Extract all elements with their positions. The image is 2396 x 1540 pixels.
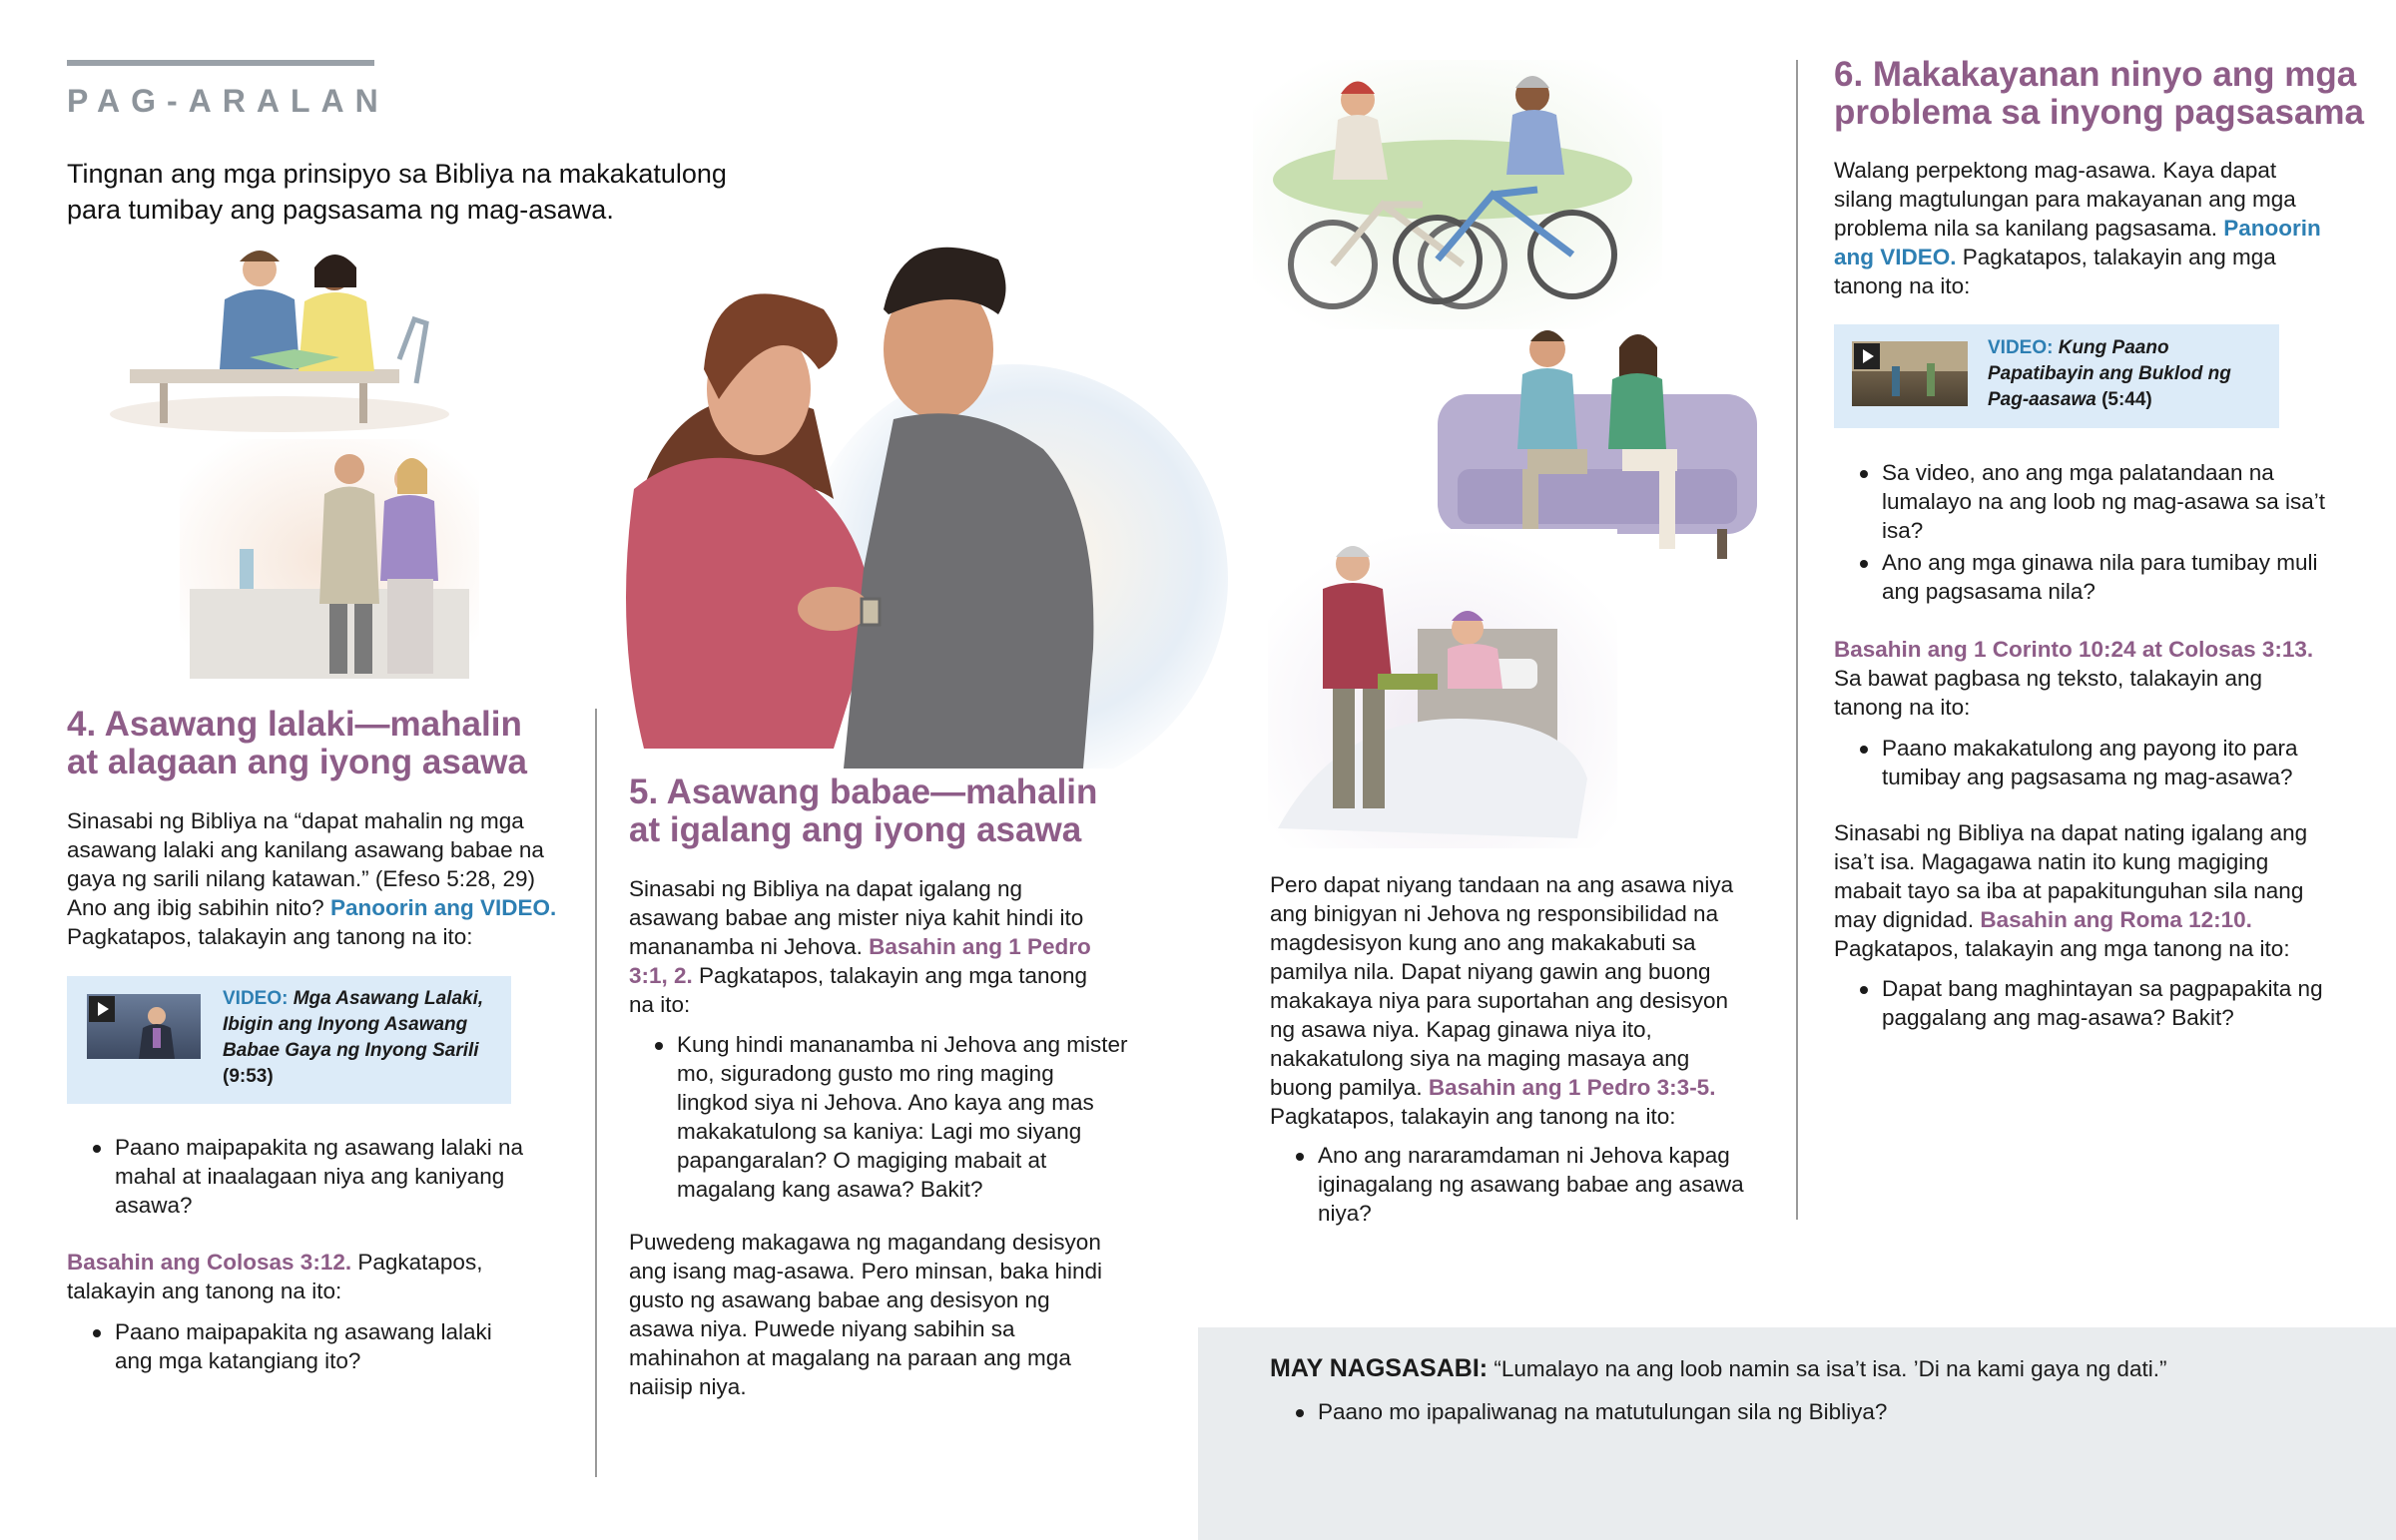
section5b-paragraph — [1270, 870, 1757, 1131]
section4-read-paragraph — [67, 1248, 526, 1305]
section5-heading — [629, 773, 1168, 849]
section5-paragraph-text: Sinasabi ng Bibliya na dapat igalang ng asawang babae ang mister niya kahit hindi ito mananamba ni Jehova. — [629, 876, 1084, 959]
section5b-scripture-link[interactable]: Basahin ang 1 Pedro 3:3-5. — [1428, 1075, 1716, 1100]
section4-video-thumbnail[interactable] — [87, 994, 201, 1059]
section4-question-list-1 — [67, 1133, 556, 1223]
section5b-question-1: Ano ang nararamdaman ni Jehova kapag iginagalang ng asawang babae ang asawa niya? — [1270, 1141, 1769, 1228]
section4-question-list-2 — [67, 1317, 526, 1378]
section6-question-list-1 — [1834, 458, 2343, 609]
section6-video-duration: (5:44) — [2101, 389, 2152, 410]
section6-question-3: Paano makakatulong ang payong ito para tumibay ang pagsasama ng mag-asawa? — [1834, 734, 2343, 791]
section4-question-2: Paano maipapakita ng asawang lalaki ang mga katangiang ito? — [67, 1317, 526, 1375]
section6-heading — [1834, 56, 2373, 132]
section6-paragraph — [1834, 156, 2333, 300]
section6-video-text — [1988, 335, 2247, 413]
play-icon[interactable] — [89, 996, 115, 1022]
section4-question-1: Paano maipapakita ng asawang lalaki na mahal at inaalagaan niya ang kaniyang asawa? — [67, 1133, 556, 1220]
section4-read-after: Pagkatapos, talakayin ang tanong na ito: — [67, 1250, 483, 1303]
someone-says-quote: “Lumalayo na ang loob namin sa isa’t isa. ’Di na kami gaya ng dati.” — [1488, 1356, 2167, 1381]
section5-paragraph — [629, 874, 1118, 1019]
section6-scripture-link[interactable]: Basahin ang 1 Corinto 10:24 at Colosas 3:13. — [1834, 637, 2314, 662]
someone-says-question-list — [1270, 1397, 2268, 1429]
section6-heading-line1: 6. Makakayanan ninyo ang mga — [1834, 55, 2357, 94]
section4-video-text — [223, 986, 492, 1090]
section5-scripture-link[interactable]: Basahin ang 1 Pedro 3:1, 2. — [629, 934, 1091, 988]
section4-video-link[interactable]: Panoorin ang VIDEO. — [329, 895, 557, 920]
column-divider-1 — [595, 709, 597, 1477]
section6-video-title[interactable]: Kung Paano Papatibayin ang Buklod ng Pag-aasawa — [1988, 337, 2231, 410]
section6-question-2: Ano ang mga ginawa nila para tumibay muli ang pagsasama nila? — [1834, 548, 2343, 606]
caregiving-illustration — [1268, 529, 1617, 848]
section6-heading-line2: problema sa inyong pagsasama — [1834, 93, 2365, 132]
header-rule — [67, 60, 374, 66]
couple-embrace-illustration — [594, 190, 1233, 769]
section4-scripture-link[interactable]: Basahin ang Colosas 3:12. — [67, 1250, 352, 1275]
someone-says-box — [1198, 1327, 2396, 1540]
section6-paragraph3-text: Sinasabi ng Bibliya na dapat nating igalang ang isa’t isa. Magagawa natin ito kung magiging mabait tayo sa iba at papakitunguhan sila nang may dignidad. — [1834, 820, 2308, 932]
section5-heading-line2: at igalang ang iyong asawa — [629, 810, 1082, 849]
section6-scripture-link-2[interactable]: Basahin ang Roma 12:10. — [1980, 907, 2252, 932]
cycling-couple-illustration — [1253, 60, 1662, 329]
someone-says-line — [1270, 1353, 2368, 1384]
section5-paragraph-2: Puwedeng makagawa ng magandang desisyon ang isang mag-asawa. Pero minsan, baka hindi gusto ng asawang babae ang desisyon ng asawa niya. Puwede niyang sabihin sa mahinahon at magalang na paraan ang mga naiisip niya. — [629, 1230, 1103, 1399]
play-icon[interactable] — [1854, 343, 1880, 369]
section6-paragraph-text: Walang perpektong mag-asawa. Kaya dapat silang magtulungan para makayanan ang mga problema nila sa kanilang pagsasama. — [1834, 158, 2296, 241]
section4-video-card[interactable] — [67, 976, 511, 1104]
section6-read-after: Sa bawat pagbasa ng teksto, talakayin ang tanong na ito: — [1834, 666, 2263, 720]
section-label: PAG-ARALAN — [67, 83, 389, 119]
section4-video-title[interactable]: Mga Asawang Lalaki, Ibigin ang Inyong Asawang Babae Gaya ng Inyong Sarili — [223, 988, 484, 1061]
section6-paragraph3-after: Pagkatapos, talakayin ang mga tanong na ito: — [1834, 936, 2290, 961]
section6-question-4: Dapat bang maghintayan sa pagpapakita ng paggalang ang mag-asawa? Bakit? — [1834, 974, 2343, 1032]
section6-read-paragraph — [1834, 635, 2333, 722]
someone-says-label: MAY NAGSASABI: — [1270, 1354, 1489, 1382]
section4-paragraph — [67, 806, 566, 951]
section4-heading-line2: at alagaan ang iyong asawa — [67, 743, 527, 781]
section5-question-1: Kung hindi mananamba ni Jehova ang mister mo, siguradong gusto mo ring maging lingkod siya ni Jehova. Ano kaya ang mas makakatulong sa kaniya: Lagi mo siyang papangaralan? O magiging mabait at magalang kang asawa? Bakit? — [629, 1030, 1128, 1204]
section4-heading-line1: 4. Asawang lalaki—mahalin — [67, 705, 522, 744]
section5-question-list — [629, 1030, 1128, 1207]
section6-video-card[interactable] — [1834, 324, 2279, 428]
section6-video-link[interactable]: Panoorin ang VIDEO. — [1834, 216, 2321, 269]
someone-says-question: Paano mo ipapaliwanag na matutulungan sila ng Bibliya? — [1270, 1397, 2268, 1426]
intro-text: Tingnan ang mga prinsipyo sa Bibliya na makakatulong para tumibay ang pagsasama ng mag-asawa. — [67, 159, 727, 225]
section6-paragraph-after: Pagkatapos, talakayin ang mga tanong na ito: — [1834, 245, 2276, 298]
section5-paragraph-after: Pagkatapos, talakayin ang mga tanong na ito: — [629, 963, 1088, 1017]
section5-heading-line1: 5. Asawang babae—mahalin — [629, 772, 1098, 811]
section5b-question-list — [1270, 1141, 1769, 1231]
section4-heading — [67, 706, 586, 781]
section6-video-thumbnail[interactable] — [1852, 341, 1968, 406]
column-divider-2 — [1796, 60, 1798, 1220]
section4-video-label: VIDEO: — [223, 988, 289, 1009]
section6-question-list-3 — [1834, 974, 2343, 1035]
section4-paragraph-text: Sinasabi ng Bibliya na “dapat mahalin ng mga asawang lalaki ang kanilang asawang babae na gaya ng sarili nilang katawan.” (Efeso 5:28, 29) Ano ang ibig sabihin nito? — [67, 808, 544, 920]
study-couple-illustration — [100, 240, 459, 434]
section6-paragraph-3 — [1834, 818, 2333, 963]
section5b-paragraph-after: Pagkatapos, talakayin ang tanong na ito: — [1270, 1104, 1676, 1129]
section6-question-list-2 — [1834, 734, 2343, 794]
section6-question-1: Sa video, ano ang mga palatandaan na lumalayo na ang loob ng mag-asawa sa isa’t isa? — [1834, 458, 2343, 545]
section4-video-duration: (9:53) — [223, 1066, 274, 1087]
kitchen-couple-illustration — [180, 439, 479, 679]
section5b-paragraph-text: Pero dapat niyang tandaan na ang asawa niya ang binigyan ni Jehova ng responsibilidad na magdesisyon kung ano ang makakabuti sa pamilya nila. Dapat niyang gawin ang buong makakaya niya para suportahan ang desisyon ng asawa niya. Kapag ginawa niya ito, nakakatulong siya na maging masaya ang buong pamilya. — [1270, 872, 1734, 1100]
section4-paragraph-after: Pagkatapos, talakayin ang tanong na ito: — [67, 924, 473, 949]
section6-video-label: VIDEO: — [1988, 337, 2054, 358]
